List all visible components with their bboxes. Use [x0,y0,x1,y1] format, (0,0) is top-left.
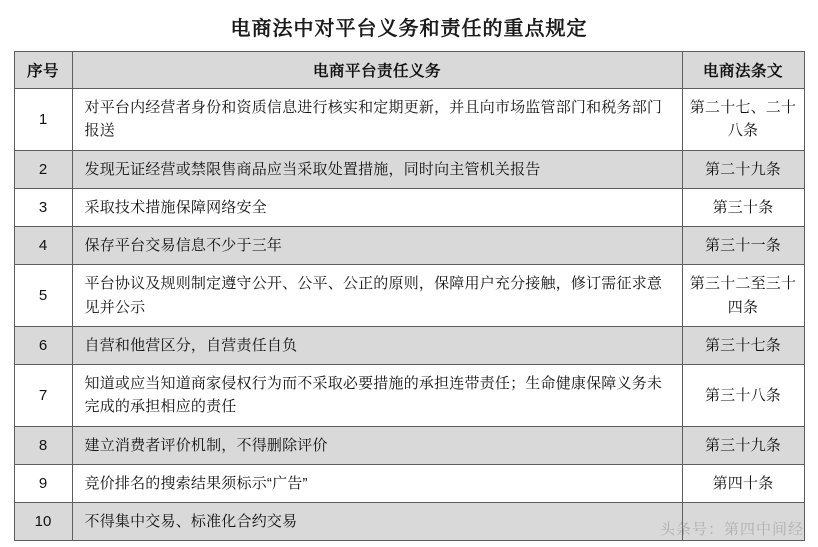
cell-duty: 不得集中交易、标准化合约交易 [72,503,682,541]
table-header [14,52,804,89]
cell-duty: 竞价排名的搜索结果须标示“广告” [72,464,682,502]
page-title: 电商法中对平台义务和责任的重点规定 [230,18,588,40]
cell-duty: 发现无证经营或禁限售商品应当采取处置措施，同时向主管机关报告 [72,150,682,188]
cell-law: 第三十二至三十四条 [682,265,804,327]
cell-law: 第二十七、二十八条 [682,89,804,151]
cell-law: 第三十八条 [682,365,804,427]
cell-law: 第三十条 [682,188,804,226]
cell-law: 第三十七条 [682,326,804,364]
cell-duty: 知道或应当知道商家侵权行为而不采取必要措施的承担连带责任；生命健康保障义务未完成的承担相应的责任 [72,365,682,427]
table-row [14,503,804,541]
watermark: 头条号：第四中间经 [659,521,804,538]
cell-index: 2 [14,150,72,188]
table-row [14,365,804,427]
table-row [14,265,804,327]
cell-index: 5 [14,265,72,327]
cell-index: 6 [14,326,72,364]
cell-duty: 平台协议及规则制定遵守公开、公平、公正的原则，保障用户充分接触，修订需征求意见并公示 [72,265,682,327]
column-header-index: 序号 [14,52,72,89]
cell-index: 3 [14,188,72,226]
table-row [14,464,804,502]
table-row [14,188,804,226]
cell-index: 1 [14,89,72,151]
cell-index: 8 [14,426,72,464]
cell-index: 10 [14,503,72,541]
table-row [14,426,804,464]
table-body [14,89,804,541]
cell-index: 9 [14,464,72,502]
cell-duty: 采取技术措施保障网络安全 [72,188,682,226]
cell-index: 7 [14,365,72,427]
table-row [14,326,804,364]
cell-duty: 保存平台交易信息不少于三年 [72,227,682,265]
cell-index: 4 [14,227,72,265]
cell-duty: 对平台内经营者身份和资质信息进行核实和定期更新，并且向市场监管部门和税务部门报送 [72,89,682,151]
cell-duty: 自营和他营区分，自营责任自负 [72,326,682,364]
table-row [14,89,804,151]
cell-law: 第四十条 [682,464,804,502]
cell-law: 第三十九条 [682,426,804,464]
cell-law: 第三十一条 [682,227,804,265]
table-row [14,150,804,188]
regulations-table [14,51,805,541]
column-header-duty: 电商平台责任义务 [72,52,682,89]
cell-duty: 建立消费者评价机制，不得删除评价 [72,426,682,464]
cell-law: 第二十九条 [682,150,804,188]
column-header-law: 电商法条文 [682,52,804,89]
table-row [14,227,804,265]
table-header-row [14,52,804,89]
cell-law [682,503,804,541]
